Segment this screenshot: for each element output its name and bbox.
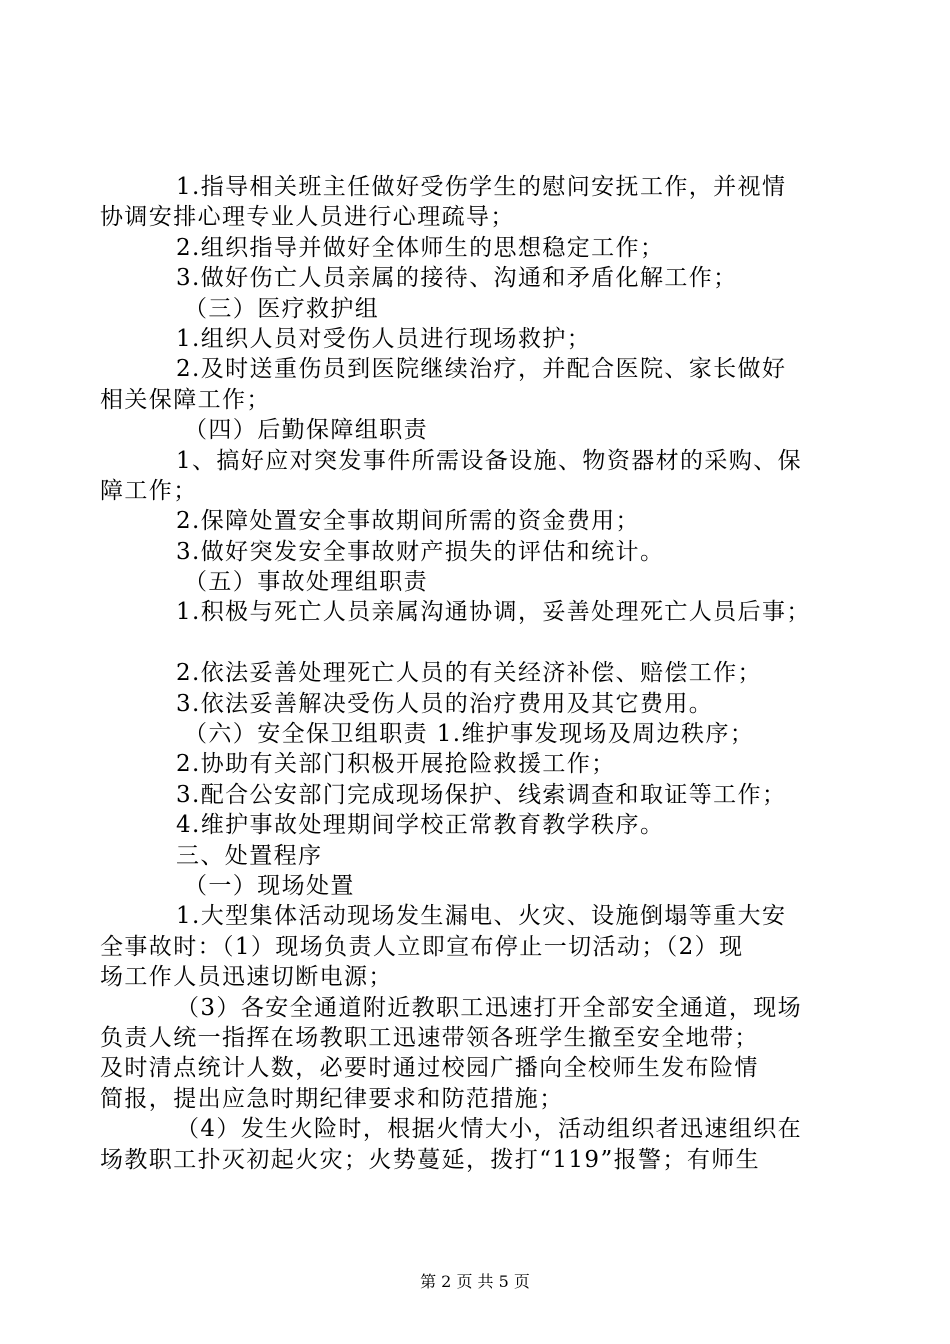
paragraph-line: 2.组织指导并做好全体师生的思想稳定工作；	[176, 234, 665, 261]
paragraph-line: 场教职工扑灭初起火灾；火势蔓延，拨打“119”报警；有师生	[100, 1146, 761, 1173]
paragraph-line: 3.配合公安部门完成现场保护、线索调查和取证等工作；	[176, 781, 787, 808]
paragraph-line: 三、处置程序	[176, 842, 323, 869]
paragraph-line: 3.依法妥善解决受伤人员的治疗费用及其它费用。	[176, 690, 714, 717]
paragraph-line: 3.做好突发安全事故财产损失的评估和统计。	[176, 538, 665, 565]
paragraph-line: 2.依法妥善处理死亡人员的有关经济补偿、赔偿工作；	[176, 660, 762, 687]
paragraph-line: 2.保障处置安全事故期间所需的资金费用；	[176, 508, 640, 535]
page-footer: 第 2 页 共 5 页	[420, 1272, 530, 1291]
paragraph-line: 2.协助有关部门积极开展抢险救援工作；	[176, 751, 616, 778]
paragraph-line: 障工作；	[100, 477, 198, 504]
paragraph-line: 相关保障工作；	[100, 386, 271, 413]
paragraph-line: 1.指导相关班主任做好受伤学生的慰问安抚工作，并视情	[176, 174, 787, 200]
paragraph-line: （三）医疗救护组	[184, 295, 380, 322]
paragraph-line: （一）现场处置	[184, 872, 355, 899]
paragraph-line: 负责人统一指挥在场教职工迅速带领各班学生撤至安全地带；	[100, 1024, 759, 1051]
paragraph-line: 2.及时送重伤员到医院继续治疗，并配合医院、家长做好	[176, 356, 787, 383]
paragraph-line: 1.积极与死亡人员亲属沟通协调，妥善处理死亡人员后事；	[176, 599, 811, 626]
paragraph-line: 全事故时：（1）现场负责人立即宣布停止一切活动；（2）现	[100, 933, 744, 960]
paragraph-line: （3）各安全通道附近教职工迅速打开全部安全通道，现场	[176, 994, 803, 1021]
paragraph-line: 及时清点统计人数，必要时通过校园广播向全校师生发布险情	[100, 1055, 759, 1082]
paragraph-line: 场工作人员迅速切断电源；	[100, 964, 393, 991]
paragraph-line: （五）事故处理组职责	[184, 569, 428, 596]
paragraph-line: （六）安全保卫组职责 1.维护事发现场及周边秩序；	[184, 721, 755, 748]
paragraph-line: 4.维护事故处理期间学校正常教育教学秩序。	[176, 812, 665, 839]
paragraph-line: （4）发生火险时，根据火情大小，活动组织者迅速组织在	[176, 1116, 803, 1143]
paragraph-line: 1.组织人员对受伤人员进行现场救护；	[176, 325, 592, 352]
paragraph-line: 3.做好伤亡人员亲属的接待、沟通和矛盾化解工作；	[176, 265, 738, 292]
document-body	[100, 172, 840, 1175]
paragraph-line: 1.大型集体活动现场发生漏电、火灾、设施倒塌等重大安	[176, 903, 787, 930]
blank-line	[100, 628, 840, 658]
paragraph-line: 简报，提出应急时期纪律要求和防范措施；	[100, 1085, 564, 1112]
paragraph-line: 1、搞好应对突发事件所需设备设施、物资器材的采购、保	[176, 447, 803, 474]
paragraph-line: 协调安排心理专业人员进行心理疏导；	[100, 204, 515, 231]
paragraph-line: （四）后勤保障组职责	[184, 417, 428, 444]
